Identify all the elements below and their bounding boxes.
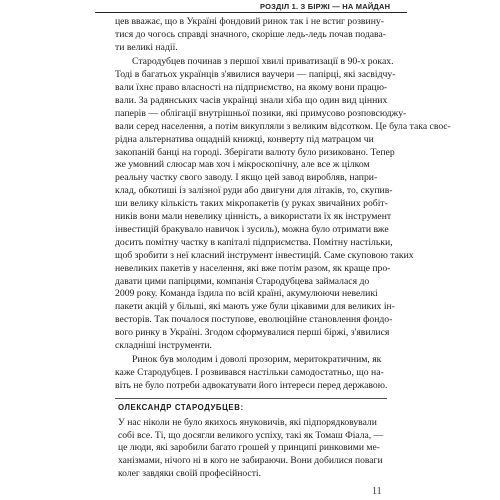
paragraph-line: паперів — облігації внутрішньої позики, які примусово розповсюджу- bbox=[115, 107, 407, 119]
paragraph-line: рідна альтернатива ощадній книжці, конверту під матрацом чи bbox=[115, 133, 374, 145]
paragraph-line: вали. За радянських часів українці знали хіба що один вид цінних bbox=[115, 94, 388, 106]
quote-divider bbox=[115, 398, 387, 399]
page-number: 11 bbox=[372, 486, 382, 497]
quote-speaker: ОЛЕКСАНДР СТАРОДУБЦЕВ: bbox=[118, 403, 244, 413]
paragraph-line: же умовний слюсар мав хоч і мікроскопічну, але все ж цілком bbox=[115, 159, 370, 171]
paragraph-line: невеликих пакетів у населення, які вже потім разом, як краще про- bbox=[115, 262, 391, 274]
paragraph-line: тися до чогось справді значного, скоріше ледь-ледь почав подава- bbox=[115, 28, 387, 40]
paragraph-line: ти великі надії. bbox=[115, 41, 178, 53]
paragraph-line: Тоді в багатьох українців з'явилися ваучери — папірці, які засвідчу- bbox=[115, 69, 396, 81]
quote-line: колег завдяки своїй професійності. bbox=[118, 467, 261, 479]
paragraph-line: клад, обкотиші із залізної руди або двигуни для літаків, то, скупив- bbox=[115, 185, 393, 197]
running-header: РОЗДІЛ 1. З БІРЖІ — НА МАЙДАН bbox=[260, 2, 390, 11]
paragraph-line: інвестицій бракувало навичок і зусиль), можна було отримати вже bbox=[115, 223, 389, 235]
paragraph-line: складніші інструменти. bbox=[115, 340, 212, 351]
paragraph-line: Ринок був молодим і доволі прозорим, меритократичним, як bbox=[132, 354, 382, 366]
paragraph-line: закопаній банці на городі. Зберігати валюту було ризиковано. Тепер bbox=[115, 146, 395, 158]
quote-line: собі все. Ті, що досягли великого успіху, такі як Томаш Фіала, — bbox=[118, 429, 384, 441]
paragraph-line: ши велику кількість таких мікропакетів (у руках звичайних робіт- bbox=[115, 198, 388, 210]
paragraph-line: ників вони мали невелику цінність, а використати їх як інструмент bbox=[115, 211, 392, 222]
paragraph-line: цев вважає, що в Україні фондовий ринок так і не встиг розвину- bbox=[115, 16, 384, 27]
quote-line: це люди, які заробили багато грошей у принципі ринковими ме- bbox=[118, 442, 380, 454]
paragraph-line: давати цими папірцями, компанія Стародубцева займалася до bbox=[115, 275, 370, 287]
paragraph-line: щоб зробити з неї класний інструмент інвестицій. Саме скуповою таких bbox=[115, 249, 414, 261]
quote-line: ханізмами, нічого ні в кого не забираючи. Вони добилися поваги bbox=[118, 454, 383, 466]
header-rule bbox=[95, 12, 407, 13]
paragraph-line: вали їхнє право власності на підприємство, на якому вони працю- bbox=[115, 82, 388, 93]
quote-line: У нас ніколи не було якихось януковичів, які підпорядковували bbox=[118, 417, 377, 429]
paragraph-line: весторів. Так почалося поступове, еволюційне становлення фондо- bbox=[115, 314, 393, 326]
paragraph-line: пакети акцій у більші, які мають уже були цікавими для великих ін- bbox=[115, 301, 395, 313]
paragraph-line: вали серед населення, а потім викупляли з великим відсотком. Це була така своє- bbox=[115, 120, 451, 132]
paragraph-line: реальну частку свого заводу. І якщо цей завод виробляв, напри- bbox=[115, 172, 378, 184]
paragraph-line: Стародубцев починав з першої хвилі приватизації в 90-х роках. bbox=[132, 56, 394, 68]
paragraph-line: каже Стародубцев. І розвивався настільки самодостатньо, що на- bbox=[115, 367, 384, 379]
paragraph-line: досить помітну частку в капіталі підприємства. Помітну настільки, bbox=[115, 236, 393, 248]
paragraph-line: віть не було потреби адвокатувати його інтереси перед державою. bbox=[115, 380, 388, 392]
paragraph-line: вого ринку в Україні. Згодом сформувалися перші біржі, з'явилися bbox=[115, 327, 390, 339]
paragraph-line: 2009 року. Команда їздила по всій країні, акумулюючи невеликі bbox=[115, 288, 378, 300]
